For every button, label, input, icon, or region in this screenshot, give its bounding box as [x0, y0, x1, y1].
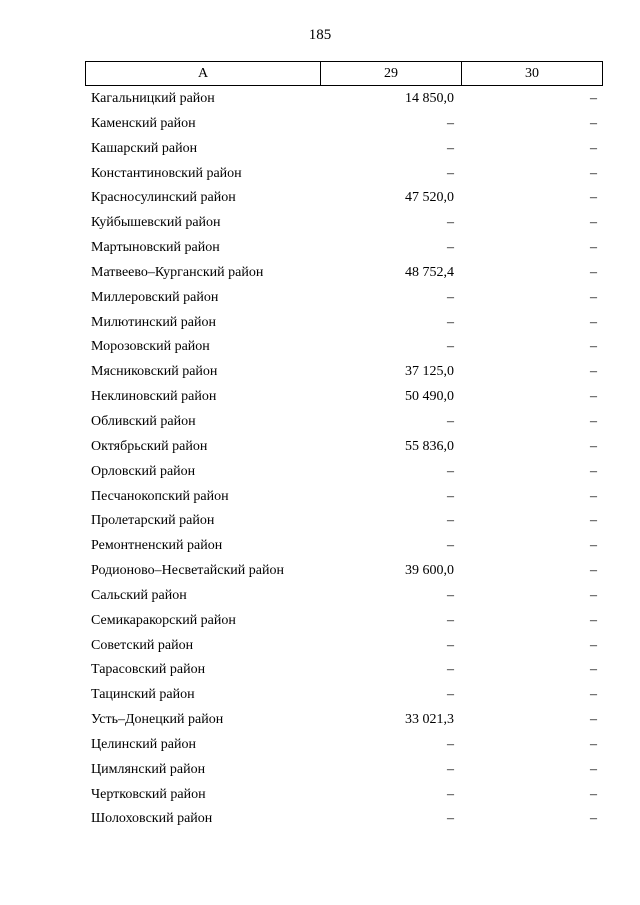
value-col-30: – [590, 712, 597, 728]
district-name: Каменский район [91, 115, 196, 131]
value-col-29: – [447, 289, 454, 305]
table-row [0, 436, 640, 461]
table-row [0, 560, 640, 585]
table-row [0, 709, 640, 734]
value-col-30: – [590, 314, 597, 330]
value-col-30: – [590, 438, 597, 454]
value-col-30: – [590, 413, 597, 429]
value-col-29: – [447, 761, 454, 777]
value-col-30: – [590, 339, 597, 355]
table-row [0, 336, 640, 361]
value-col-30: – [590, 289, 597, 305]
table-row [0, 510, 640, 535]
value-col-29: – [447, 115, 454, 131]
value-col-30: – [590, 662, 597, 678]
value-col-29: – [447, 463, 454, 479]
table-row [0, 734, 640, 759]
table-row [0, 361, 640, 386]
value-col-29: – [447, 786, 454, 802]
value-col-29: – [447, 637, 454, 653]
value-col-30: – [590, 736, 597, 752]
table-row [0, 113, 640, 138]
value-col-29: 14 850,0 [405, 91, 454, 106]
value-col-30: – [590, 587, 597, 603]
value-col-30: – [590, 264, 597, 280]
value-col-29: – [447, 165, 454, 181]
table-row [0, 386, 640, 411]
district-name: Орловский район [91, 463, 196, 479]
table-row [0, 808, 640, 833]
table-row [0, 535, 640, 560]
value-col-29: 48 752,4 [405, 264, 454, 280]
table-header [85, 61, 603, 86]
table-row [0, 212, 640, 237]
header-col-30: 30 [462, 62, 603, 86]
value-col-29: – [447, 587, 454, 603]
table-row [0, 684, 640, 709]
value-col-30: – [590, 215, 597, 231]
header-col-29: 29 [321, 62, 462, 86]
value-col-29: 37 125,0 [405, 364, 454, 380]
value-col-29: 39 600,0 [405, 563, 454, 579]
value-col-29: – [447, 538, 454, 554]
table-row [0, 187, 640, 212]
table-row [0, 312, 640, 337]
value-col-30: – [590, 786, 597, 802]
value-col-30: – [590, 811, 597, 827]
table-row [0, 759, 640, 784]
value-col-30: – [590, 190, 597, 206]
table-row [0, 659, 640, 684]
district-name: Шолоховский район [91, 811, 213, 827]
value-col-30: – [590, 637, 597, 653]
district-name: Песчанокопский район [91, 488, 229, 504]
table-row [0, 461, 640, 486]
value-col-30: – [590, 488, 597, 504]
district-name: Советский район [91, 637, 194, 653]
district-name: Родионово–Несветайский район [91, 563, 284, 579]
district-name: Миллеровский район [91, 289, 219, 305]
value-col-30: – [590, 612, 597, 628]
district-name: Милютинский район [91, 314, 217, 330]
district-name: Цимлянский район [91, 761, 206, 777]
value-col-30: – [590, 463, 597, 479]
table-row [0, 585, 640, 610]
table-row [0, 486, 640, 511]
district-name: Сальский район [91, 587, 187, 603]
district-name: Морозовский район [91, 339, 210, 355]
value-col-30: – [590, 563, 597, 579]
table-row [0, 88, 640, 113]
value-col-29: 50 490,0 [405, 389, 454, 405]
value-col-29: – [447, 314, 454, 330]
value-col-29: – [447, 811, 454, 827]
value-col-30: – [590, 513, 597, 529]
district-name: Красносулинский район [91, 190, 236, 206]
page-number: 185 [308, 27, 332, 43]
table-row [0, 237, 640, 262]
value-col-29: – [447, 240, 454, 256]
district-name: Кагальницкий район [91, 91, 215, 106]
header-col-a: А [86, 62, 321, 86]
value-col-29: – [447, 687, 454, 703]
table-body [0, 88, 640, 833]
table-row [0, 411, 640, 436]
value-col-30: – [590, 91, 597, 106]
value-col-30: – [590, 538, 597, 554]
district-name: Неклиновский район [91, 389, 217, 405]
district-name: Мясниковский район [91, 364, 218, 380]
value-col-29: – [447, 662, 454, 678]
district-name: Чертковский район [91, 786, 206, 802]
table-row [0, 784, 640, 809]
value-col-30: – [590, 115, 597, 131]
district-name: Тацинский район [91, 687, 195, 703]
table-row [0, 262, 640, 287]
table-row [0, 287, 640, 312]
district-name: Обливский район [91, 413, 196, 429]
value-col-30: – [590, 165, 597, 181]
district-name: Куйбышевский район [91, 215, 221, 231]
table-row [0, 610, 640, 635]
district-name: Октябрьский район [91, 438, 208, 454]
district-name: Тарасовский район [91, 662, 206, 678]
district-name: Целинский район [91, 736, 196, 752]
district-name: Мартыновский район [91, 240, 220, 256]
value-col-29: – [447, 736, 454, 752]
district-name: Усть–Донецкий район [91, 712, 224, 728]
district-name: Ремонтненский район [91, 538, 223, 554]
value-col-29: 55 836,0 [405, 438, 454, 454]
value-col-30: – [590, 761, 597, 777]
value-col-29: 47 520,0 [405, 190, 454, 206]
value-col-29: – [447, 140, 454, 156]
value-col-30: – [590, 389, 597, 405]
district-name: Кашарский район [91, 140, 198, 156]
value-col-29: – [447, 339, 454, 355]
value-col-29: 33 021,3 [405, 712, 454, 728]
value-col-30: – [590, 364, 597, 380]
district-name: Константиновский район [91, 165, 242, 181]
district-name: Матвеево–Курганский район [91, 264, 264, 280]
value-col-30: – [590, 140, 597, 156]
district-name: Пролетарский район [91, 513, 215, 529]
value-col-29: – [447, 413, 454, 429]
value-col-30: – [590, 240, 597, 256]
table-row [0, 138, 640, 163]
table-row [0, 635, 640, 660]
value-col-29: – [447, 488, 454, 504]
value-col-29: – [447, 513, 454, 529]
value-col-29: – [447, 215, 454, 231]
district-name: Семикаракорский район [91, 612, 236, 628]
value-col-29: – [447, 612, 454, 628]
table-row [0, 163, 640, 188]
value-col-30: – [590, 687, 597, 703]
